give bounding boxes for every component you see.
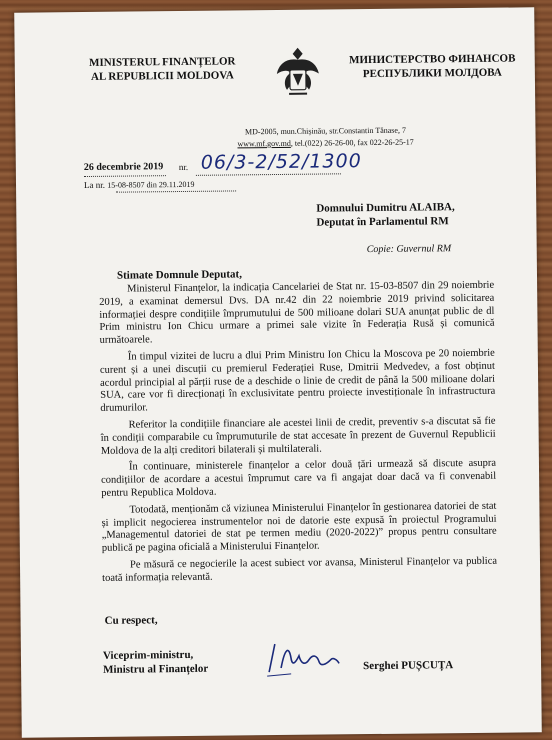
signatory-title <box>103 648 208 677</box>
reference-underline <box>116 190 236 192</box>
closing-phrase: Cu respect, <box>104 614 158 627</box>
handwritten-signature-icon <box>261 637 351 678</box>
letter-body <box>99 280 497 590</box>
copy-recipient: Copie: Guvernul RM <box>366 243 452 256</box>
signatory-name: Serghei PUȘCUȚA <box>363 659 454 673</box>
recipient-block <box>316 200 455 229</box>
reference-value: 15-08-8507 din 29.11.2019 <box>107 179 195 190</box>
contact-line <box>176 136 476 151</box>
paragraph: Referitor la condițiile financiare ale acestei linii de credit, preventiv s-a discutat să fie în condiții comparabile cu împrumuturile de stat accesate în prezent de Guvernul Republicii Moldova de la alți creditori bilaterali și multilaterali. <box>100 415 496 457</box>
ministry-name-ru-line2: РЕСПУБЛИКИ МОЛДОВА <box>362 66 502 81</box>
salutation: Stimate Domnule Deputat, <box>116 268 243 282</box>
paragraph: Pe măsură ce negocierile la acest subiect vor avansa, Ministerul Finanțelor va publica toată informația relevantă. <box>102 555 498 584</box>
nr-label: nr. <box>178 161 189 173</box>
coat-of-arms-icon <box>275 44 322 102</box>
ministry-name-russian <box>335 51 530 81</box>
ministry-address <box>175 124 475 151</box>
paragraph: Totodată, menționăm că viziunea Ministerului Finanțelor în gestionarea datoriei de stat și implicit negocierea instrumentelor noi de datorie este expusă în proiectul Programului „Managementul datoriei de stat pe termen mediu (2020-2022)” propus pentru consultare publică pe pagina oficială a Ministerului Finanțelor. <box>101 500 497 554</box>
reference-label: La nr. <box>83 179 106 191</box>
date-underline <box>84 175 166 177</box>
paragraph: În timpul vizitei de lucru a dlui Prim Ministru Ion Chicu la Moscova pe 20 noiembrie curent și a unei discuții cu premierul Federației Ruse, Dmitrii Medvedev, a fost obținut acordul principial al părții ruse de a deschide o linie de credit de până la 500 milioane dolari SUA, care vor fi direcționați în exclusivitate pentru proiecte investiționale în infrastructura drumurilor. <box>99 347 496 415</box>
website-link[interactable]: www.mf.gov.md <box>237 138 291 149</box>
registration-number-handwritten: 06/3-2/52/1300 <box>200 150 362 174</box>
signatory-title-line2: Ministru al Finanțelor <box>103 662 209 676</box>
nr-underline <box>196 173 341 176</box>
letter-page <box>14 7 542 737</box>
address-line: MD-2005, mun.Chișinău, str.Constantin Tănase, 7 <box>244 125 407 137</box>
recipient-title: Deputat în Parlamentul RM <box>316 215 449 229</box>
reference-number <box>84 179 195 190</box>
signatory-title-line1: Viceprim-ministru, <box>102 648 194 662</box>
recipient-name: Domnului Dumitru ALAIBA, <box>316 201 455 215</box>
ministry-name-ro-line1: MINISTERUL FINANȚELOR <box>88 55 236 69</box>
phone-fax: , tel.(022) 26-26-00, fax 022-26-25-17 <box>290 137 414 148</box>
paragraph: În continuare, ministerele finanțelor a celor două țări urmează să discute asupra condițiilor de acordare a acestui împrumut care va fi angajat doar dacă va fi convenabil pentru Republica Moldova. <box>101 458 497 499</box>
ministry-name-romanian <box>75 54 250 84</box>
ministry-name-ro-line2: AL REPUBLICII MOLDOVA <box>90 69 234 83</box>
ministry-name-ru-line1: МИНИСТЕРСТВО ФИНАНСОВ <box>348 52 516 67</box>
letter-date: 26 decembrie 2019 <box>83 161 164 174</box>
paragraph: Ministerul Finanțelor, la indicația Cancelariei de Stat nr. 15-03-8507 din 29 noiembrie 2019, a examinat demersul Dvs. DA nr.42 din 22 noiembrie 2019 privind solicitarea informației despre condițiile împrumutului de 500 milioane dolari SUA anunțat public de dl Prim ministru Ion Chicu urmare a primei sale vizite în Federația Rusă și comunică următoarele. <box>99 279 495 347</box>
